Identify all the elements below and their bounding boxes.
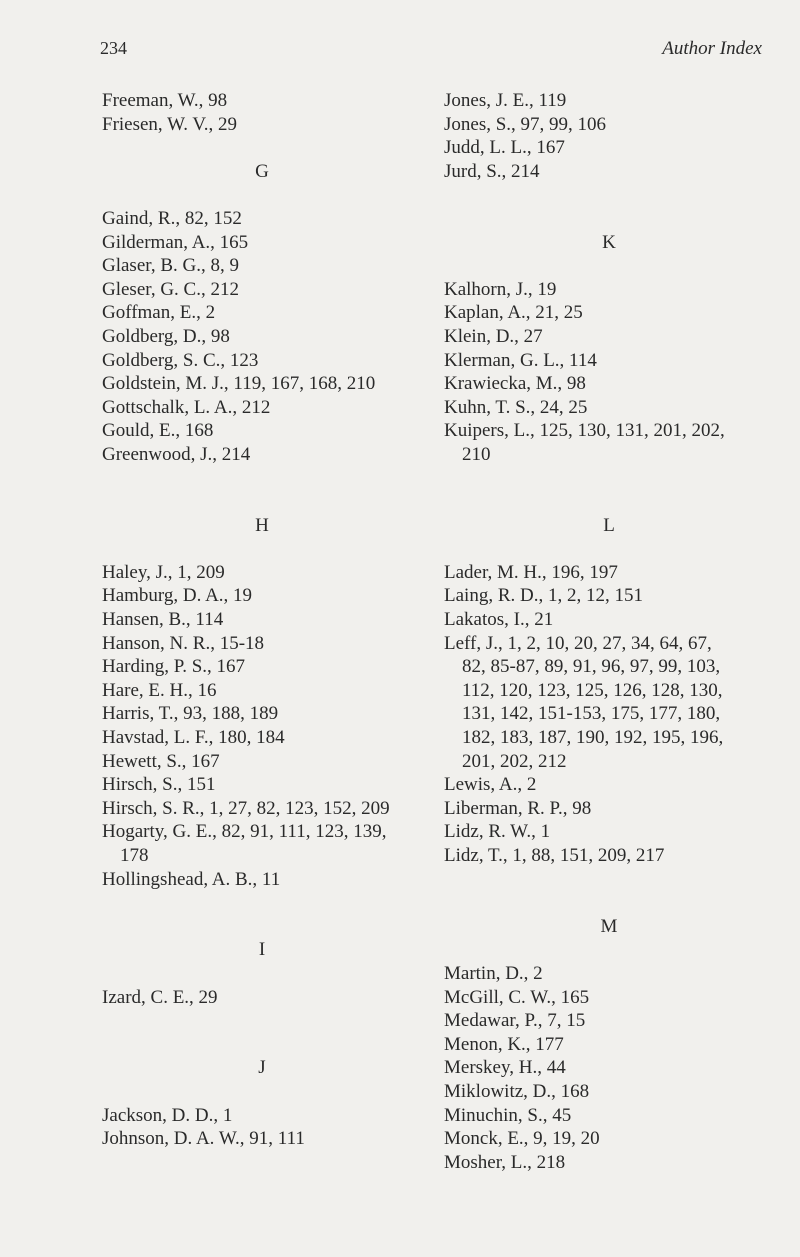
- index-entry: Hanson, N. R., 15-18: [102, 632, 265, 654]
- index-entry: Haley, J., 1, 209: [102, 561, 225, 583]
- index-entry: Hogarty, G. E., 82, 91, 111, 123, 139,: [102, 821, 387, 843]
- index-entry: Jones, J. E., 119: [444, 90, 567, 111]
- index-entry: Hamburg, D. A., 19: [102, 585, 253, 607]
- index-entry: Monck, E., 9, 19, 20: [444, 1128, 600, 1150]
- index-entry: Lidz, R. W., 1: [444, 821, 551, 843]
- index-entry: Lidz, T., 1, 88, 151, 209, 217: [444, 845, 665, 866]
- index-entry: Gilderman, A., 165: [102, 231, 249, 253]
- section-letter-g: G: [255, 160, 269, 182]
- index-entry-continuation: 178: [120, 845, 149, 866]
- index-entry: Jones, S., 97, 99, 106: [444, 113, 607, 135]
- index-column-left: [102, 89, 422, 1151]
- index-entry: Leff, J., 1, 2, 10, 20, 27, 34, 64, 67,: [444, 632, 712, 654]
- index-entry: Merskey, H., 44: [444, 1057, 566, 1079]
- index-entry: Harding, P. S., 167: [102, 656, 246, 678]
- index-entry-continuation: 210: [462, 443, 491, 465]
- index-entry: Goldberg, D., 98: [102, 325, 230, 347]
- index-entry: McGill, C. W., 165: [444, 986, 590, 1008]
- index-entry-continuation: 82, 85-87, 89, 91, 96, 97, 99, 103,: [462, 656, 721, 678]
- index-entry: Izard, C. E., 29: [102, 986, 218, 1008]
- index-entry: Jackson, D. D., 1: [102, 1104, 233, 1126]
- index-entry: Mosher, L., 218: [444, 1151, 566, 1173]
- index-entry: Hollingshead, A. B., 11: [102, 868, 281, 890]
- index-entry: Miklowitz, D., 168: [444, 1080, 590, 1102]
- index-entry: Hansen, B., 114: [102, 609, 224, 631]
- index-entry-continuation: 182, 183, 187, 190, 192, 195, 196,: [462, 727, 724, 749]
- section-letter-l: L: [603, 514, 615, 536]
- running-head: Author Index: [662, 38, 762, 59]
- index-entry: Goldstein, M. J., 119, 167, 168, 210: [102, 373, 376, 395]
- section-letter-m: M: [600, 915, 618, 937]
- index-entry: Kaplan, A., 21, 25: [444, 302, 583, 324]
- index-entry: Gaind, R., 82, 152: [102, 207, 242, 229]
- index-entry: Gottschalk, L. A., 212: [102, 396, 271, 418]
- section-letter-i: I: [258, 939, 266, 961]
- index-entry: Kalhorn, J., 19: [444, 278, 557, 300]
- section-letter-j: J: [258, 1057, 266, 1079]
- index-entry: Medawar, P., 7, 15: [444, 1010, 586, 1032]
- index-entry: Friesen, W. V., 29: [102, 113, 237, 135]
- index-entry-continuation: 112, 120, 123, 125, 126, 128, 130,: [462, 679, 723, 701]
- index-entry: Kuhn, T. S., 24, 25: [444, 396, 588, 418]
- index-entry: Hewett, S., 167: [102, 750, 220, 772]
- index-entry: Havstad, L. F., 180, 184: [102, 727, 285, 749]
- index-entry: Lewis, A., 2: [444, 774, 537, 796]
- index-entry: Gould, E., 168: [102, 420, 214, 442]
- index-entry: Menon, K., 177: [444, 1033, 564, 1055]
- index-entry: Hirsch, S., 151: [102, 774, 216, 796]
- section-letter-k: K: [602, 231, 616, 253]
- index-entry: Liberman, R. P., 98: [444, 797, 592, 819]
- index-entry: Glaser, B. G., 8, 9: [102, 255, 239, 277]
- index-entry: Freeman, W., 98: [102, 90, 228, 111]
- index-entry-continuation: 131, 142, 151-153, 175, 177, 180,: [462, 703, 721, 725]
- index-entry: Judd, L. L., 167: [444, 137, 565, 159]
- index-entry: Laing, R. D., 1, 2, 12, 151: [444, 585, 643, 607]
- index-entry: Goldberg, S. C., 123: [102, 349, 259, 371]
- index-entry: Greenwood, J., 214: [102, 443, 251, 465]
- index-entry: Jurd, S., 214: [444, 160, 540, 182]
- index-entry: Harris, T., 93, 188, 189: [102, 703, 279, 725]
- index-entry: Lakatos, I., 21: [444, 609, 554, 631]
- index-entry: Minuchin, S., 45: [444, 1104, 572, 1126]
- index-entry: Hare, E. H., 16: [102, 679, 217, 701]
- page-number: 234: [100, 38, 127, 58]
- index-entry: Kuipers, L., 125, 130, 131, 201, 202,: [444, 420, 725, 442]
- index-entry-continuation: 201, 202, 212: [462, 750, 567, 772]
- section-letter-h: H: [255, 514, 269, 536]
- index-column-right: [444, 89, 774, 1174]
- index-entry: Krawiecka, M., 98: [444, 373, 586, 395]
- index-entry: Klein, D., 27: [444, 325, 543, 347]
- index-entry: Lader, M. H., 196, 197: [444, 561, 618, 583]
- index-entry: Hirsch, S. R., 1, 27, 82, 123, 152, 209: [102, 797, 390, 819]
- index-entry: Gleser, G. C., 212: [102, 278, 239, 300]
- index-entry: Martin, D., 2: [444, 962, 543, 984]
- index-entry: Johnson, D. A. W., 91, 111: [102, 1128, 305, 1150]
- index-entry: Klerman, G. L., 114: [444, 349, 597, 371]
- index-entry: Goffman, E., 2: [102, 302, 216, 324]
